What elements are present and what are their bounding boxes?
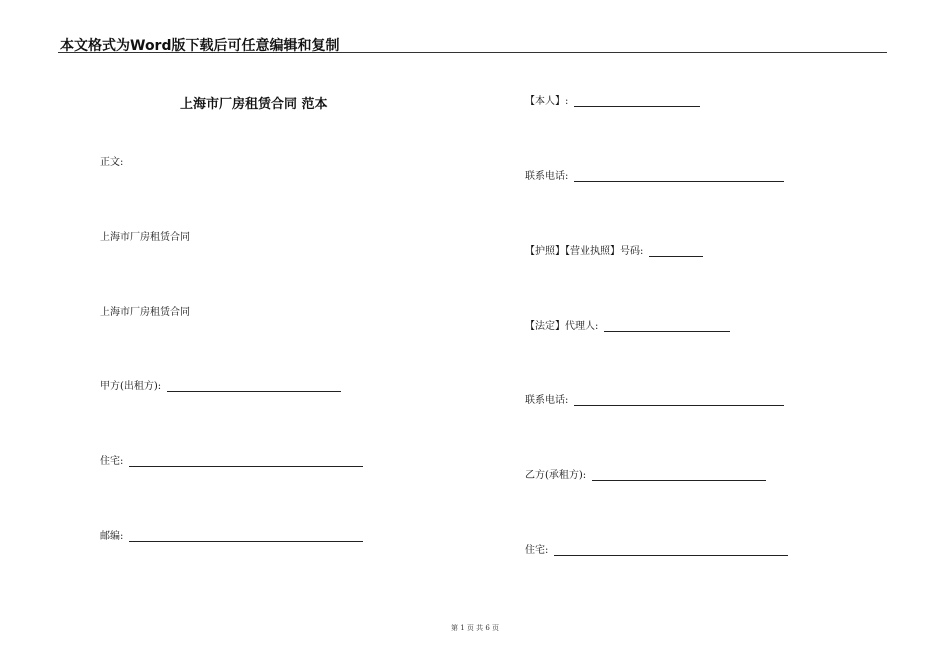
fill-in-blank[interactable] <box>574 96 700 107</box>
page-number: 第 1 页 共 6 页 <box>450 624 500 632</box>
postcode-field <box>100 528 363 542</box>
field-label: 正文: <box>100 157 124 168</box>
field-label: 【本人】: <box>525 96 569 107</box>
field-label: 乙方(承租方): <box>525 470 587 481</box>
address-field <box>100 453 363 467</box>
fill-in-blank[interactable] <box>554 545 788 556</box>
fill-in-blank[interactable] <box>574 395 784 406</box>
fill-in-blank[interactable] <box>129 456 363 467</box>
fill-in-blank[interactable] <box>649 246 703 257</box>
fill-in-blank[interactable] <box>574 171 784 182</box>
field-label: 邮编: <box>100 531 124 542</box>
header-divider <box>58 52 887 53</box>
license-number-field <box>525 243 703 257</box>
phone-field <box>525 168 784 182</box>
field-label: 甲方(出租方): <box>100 381 162 392</box>
field-label: 上海市厂房租赁合同 <box>100 232 190 243</box>
lessee-field <box>525 467 766 481</box>
self-field <box>525 93 700 107</box>
legal-agent-field <box>525 318 730 332</box>
phone-field <box>525 392 784 406</box>
document-title: 上海市厂房租赁合同 范本 <box>180 97 328 112</box>
body-label <box>100 154 123 168</box>
field-label: 上海市厂房租赁合同 <box>100 307 190 318</box>
field-label: 住宅: <box>525 545 549 556</box>
header-title: 本文格式为Word版下载后可任意编辑和复制 <box>60 38 340 54</box>
contract-heading-line <box>100 229 190 243</box>
contract-heading-line <box>100 304 190 318</box>
fill-in-blank[interactable] <box>129 531 363 542</box>
fill-in-blank[interactable] <box>167 381 341 392</box>
field-label: 联系电话: <box>525 171 569 182</box>
field-label: 联系电话: <box>525 395 569 406</box>
field-label: 住宅: <box>100 456 124 467</box>
field-label: 【护照】【营业执照】号码: <box>525 246 644 257</box>
fill-in-blank[interactable] <box>592 470 766 481</box>
field-label: 【法定】代理人: <box>525 321 599 332</box>
address-field <box>525 542 788 556</box>
lessor-field <box>100 378 341 392</box>
fill-in-blank[interactable] <box>604 321 730 332</box>
